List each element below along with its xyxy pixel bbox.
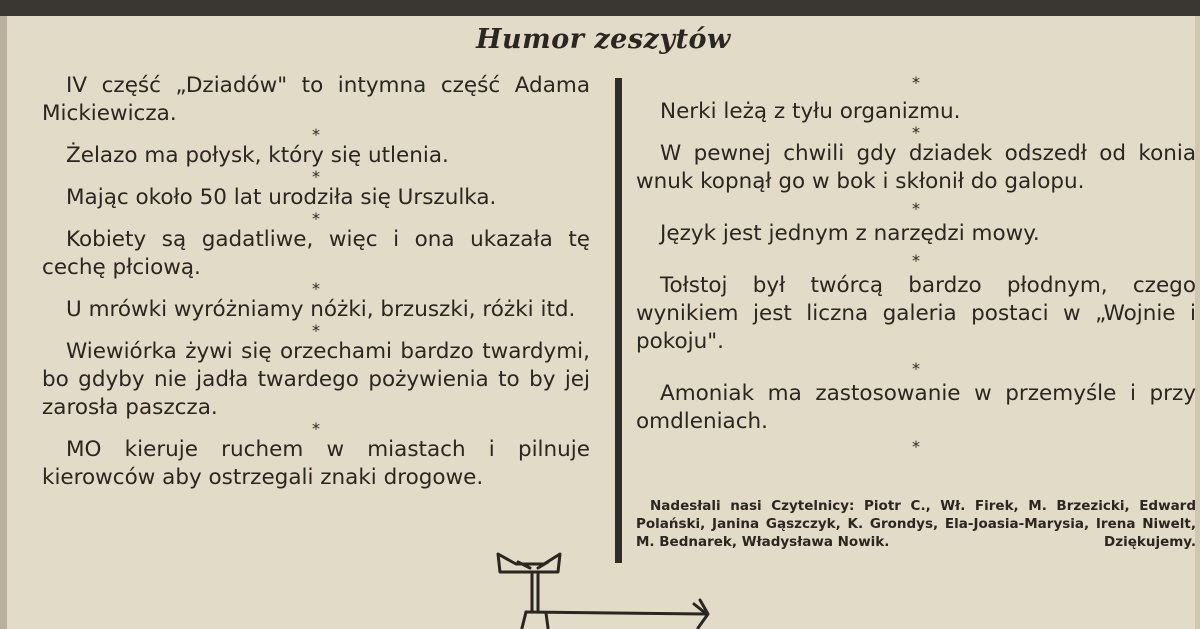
star-separator: * — [912, 123, 920, 142]
joke-item: Żelazo ma połysk, który się utlenia. — [66, 143, 449, 168]
star-separator: * — [912, 199, 920, 218]
star-separator: * — [912, 359, 920, 378]
star-separator: * — [312, 125, 320, 144]
cat-doodle-illustration — [486, 540, 726, 629]
joke-item: Amoniak ma zastosowanie w przemyśle i przy omdleniach. — [636, 381, 1196, 434]
star-separator: * — [912, 73, 920, 92]
left-column — [42, 72, 590, 492]
joke-item: Tołstoj był twórcą bardzo płodnym, czego wynikiem jest liczna galeria postaci w „Wojnie i pokoju". — [636, 273, 1196, 354]
page-left-edge — [0, 16, 7, 629]
joke-item: IV część „Dziadów" to intymna część Adama Mickiewicza. — [42, 73, 590, 126]
article-title: Humor zeszytów — [476, 24, 731, 55]
star-separator: * — [312, 321, 320, 340]
star-separator: * — [312, 279, 320, 298]
star-separator: * — [312, 167, 320, 186]
credits-text: Nadesłali nasi Czytelnicy: Piotr C., Wł. Firek, M. Brzezicki, Edward Polański, Janina Gąszczyk, K. Grondys, Ela-Joasia-Marysia, Irena Niwelt, M. Bednarek, Władysława Nowik. — [636, 498, 1196, 550]
joke-item: U mrówki wyróżniamy nóżki, brzuszki, różki itd. — [66, 297, 576, 322]
joke-item: MO kieruje ruchem w miastach i pilnuje kierowców aby ostrzegali znaki drogowe. — [42, 437, 590, 490]
star-separator: * — [312, 209, 320, 228]
credits-thanks: Dziękujemy. — [1104, 534, 1196, 550]
page-top-edge — [0, 0, 1200, 16]
column-divider — [615, 78, 622, 563]
star-separator: * — [912, 251, 920, 270]
star-separator: * — [312, 419, 320, 438]
joke-item: Nerki leżą z tyłu organizmu. — [660, 99, 961, 124]
joke-item: Język jest jednym z narzędzi mowy. — [660, 221, 1040, 246]
joke-item: Wiewiórka żywi się orzechami bardzo twardymi, bo gdyby nie jadła twardego pożywienia to by jej zarosła paszcza. — [42, 339, 590, 420]
star-separator: * — [912, 437, 920, 456]
joke-item: Mając około 50 lat urodziła się Urszulka. — [66, 185, 497, 210]
right-column — [636, 73, 1196, 456]
joke-item: Kobiety są gadatliwe, więc i ona ukazała tę cechę płciową. — [42, 227, 590, 280]
joke-item: W pewnej chwili gdy dziadek odszedł od konia wnuk kopnął go w bok i skłonił do galopu. — [636, 141, 1196, 194]
